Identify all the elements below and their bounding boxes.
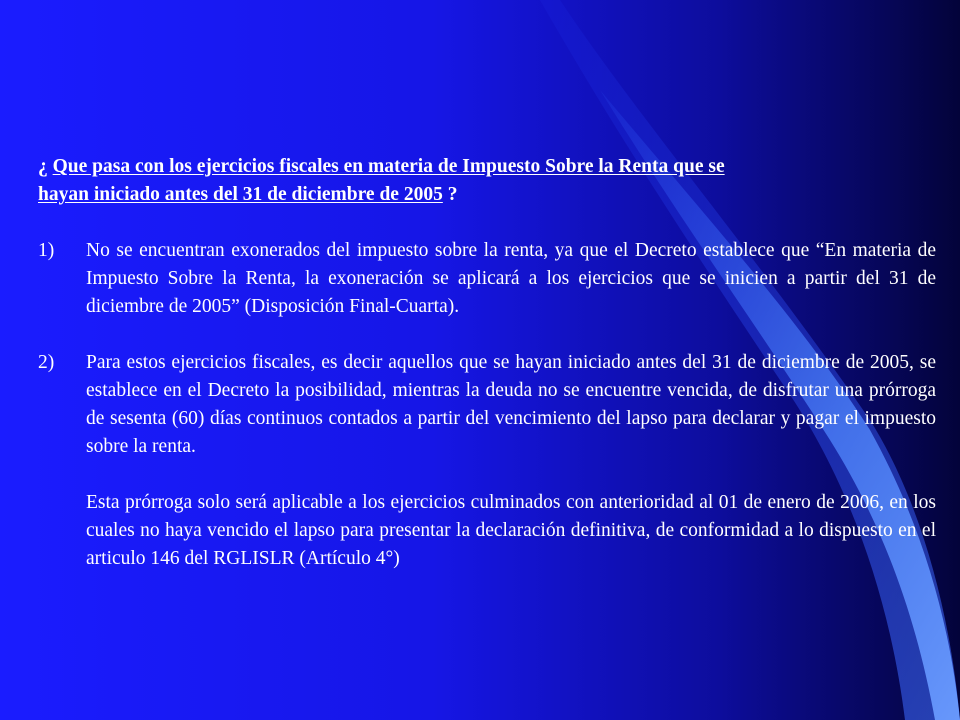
- list-item-number: 1): [38, 240, 55, 261]
- question-prefix: ¿: [38, 156, 53, 177]
- list-item-1: [38, 237, 936, 321]
- list-item-2: [38, 349, 936, 461]
- extension-note: Esta prórroga solo será aplicable a los ejercicios culminados con anterioridad al 01 de enero de 2006, en los cuales no haya vencido el lapso para presentar la declaración definitiva, de conformidad a lo dispuesto en el articulo 146 del RGLISLR (Artículo 4°): [86, 492, 936, 569]
- question-heading: [38, 153, 936, 209]
- list-item-text: No se encuentran exonerados del impuesto sobre la renta, ya que el Decreto establece que “En materia de Impuesto Sobre la Renta, la exoneración se aplicará a los ejercicios que se inicien a partir del 31 de diciembre de 2005” (Disposición Final-Cuarta).: [86, 240, 936, 317]
- question-line-2: hayan iniciado antes del 31 de diciembre de 2005: [38, 184, 443, 205]
- list-item-number: 2): [38, 352, 55, 373]
- slide-content: [38, 153, 936, 573]
- list-item-text: Para estos ejercicios fiscales, es decir aquellos que se hayan iniciado antes del 31 de diciembre de 2005, se establece en el Decreto la posibilidad, mientras la deuda no se encuentre vencida, de disfrutar una prórroga de sesenta (60) días continuos contados a partir del vencimiento del lapso para declarar y pagar el impuesto sobre la renta.: [86, 352, 936, 457]
- question-suffix: ?: [442, 184, 458, 205]
- question-line-1: Que pasa con los ejercicios fiscales en materia de Impuesto Sobre la Renta que se: [52, 156, 725, 177]
